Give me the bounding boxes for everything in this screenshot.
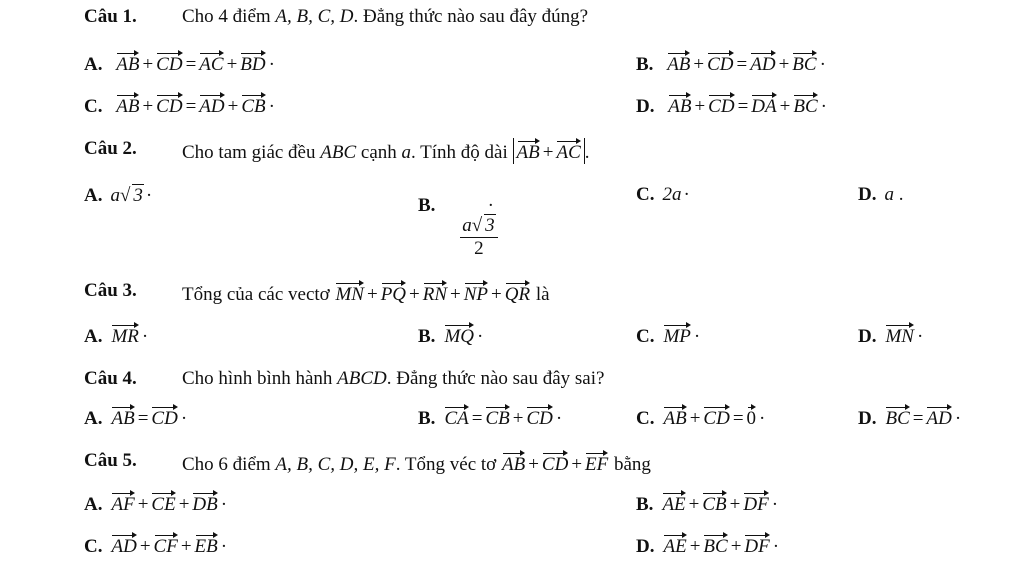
question-text: Cho tam giác đều ABC cạnh a. Tính độ dài AB + AC . [182, 138, 590, 164]
option-d[interactable]: D. AE + BC + DF · [636, 532, 779, 558]
option-b[interactable]: B. CA = CB + CD · [418, 404, 562, 430]
question-2-options [0, 184, 1024, 264]
question-5-options-row-1 [0, 490, 1024, 524]
option-a[interactable]: A. AB + CD = AC + BD · [84, 50, 275, 76]
vector-sum-magnitude: AB + AC [513, 138, 585, 164]
question-3-options [0, 322, 1024, 356]
option-c[interactable]: C. 2a · [636, 184, 690, 205]
question-1-options-row-2 [0, 92, 1024, 126]
question-4 [0, 368, 1024, 402]
question-4-options [0, 404, 1024, 438]
question-text: Tổng của các vectơ MN + PQ + RN + NP + QR là [182, 280, 550, 306]
question-label: Câu 1. [84, 6, 137, 27]
option-b[interactable]: B. AE + CB + DF · [636, 490, 778, 516]
question-5 [0, 450, 1024, 484]
option-b[interactable]: B. $\frac{a√ 3}{2}$ · [418, 184, 494, 230]
option-d[interactable]: D. BC = AD · [858, 404, 961, 430]
option-d[interactable]: D. a . [858, 184, 904, 205]
option-d[interactable]: D. AB + CD = DA + BC · [636, 92, 827, 118]
option-b[interactable]: B. AB + CD = AD + BC · [636, 50, 826, 76]
option-a[interactable]: A. a√ 3 · [84, 185, 153, 206]
question-label: Câu 4. [84, 368, 137, 389]
option-c[interactable]: C. AD + CF + EB · [84, 532, 227, 558]
option-c[interactable]: C. MP · [636, 322, 700, 348]
question-1 [0, 6, 1024, 40]
question-label: Câu 2. [84, 138, 137, 159]
question-label: Câu 3. [84, 280, 137, 301]
option-b[interactable]: B. MQ · [418, 322, 483, 348]
question-1-options-row-1 [0, 50, 1024, 84]
fraction: $\frac{a√ 3}{2}$ [460, 214, 497, 260]
option-c[interactable]: C. AB + CD = AD + CB · [84, 92, 275, 118]
option-a[interactable]: A. MR · [84, 322, 148, 348]
question-text: Cho 6 điểm A, B, C, D, E, F. Tổng véc tơ AB + CD + EF bằng [182, 450, 651, 476]
question-label: Câu 5. [84, 450, 137, 471]
option-a[interactable]: A. AF + CE + DB · [84, 490, 227, 516]
question-text: Cho hình bình hành ABCD. Đẳng thức nào sau đây sai? [182, 368, 605, 389]
question-2 [0, 138, 1024, 172]
question-5-options-row-2 [0, 532, 1024, 566]
question-3 [0, 280, 1024, 314]
option-d[interactable]: D. MN · [858, 322, 923, 348]
question-text: Cho 4 điểm A, B, C, D. Đẳng thức nào sau đây đúng? [182, 6, 589, 27]
option-c[interactable]: C. AB + CD = 0 · [636, 404, 765, 430]
option-a[interactable]: A. AB = CD · [84, 404, 187, 430]
